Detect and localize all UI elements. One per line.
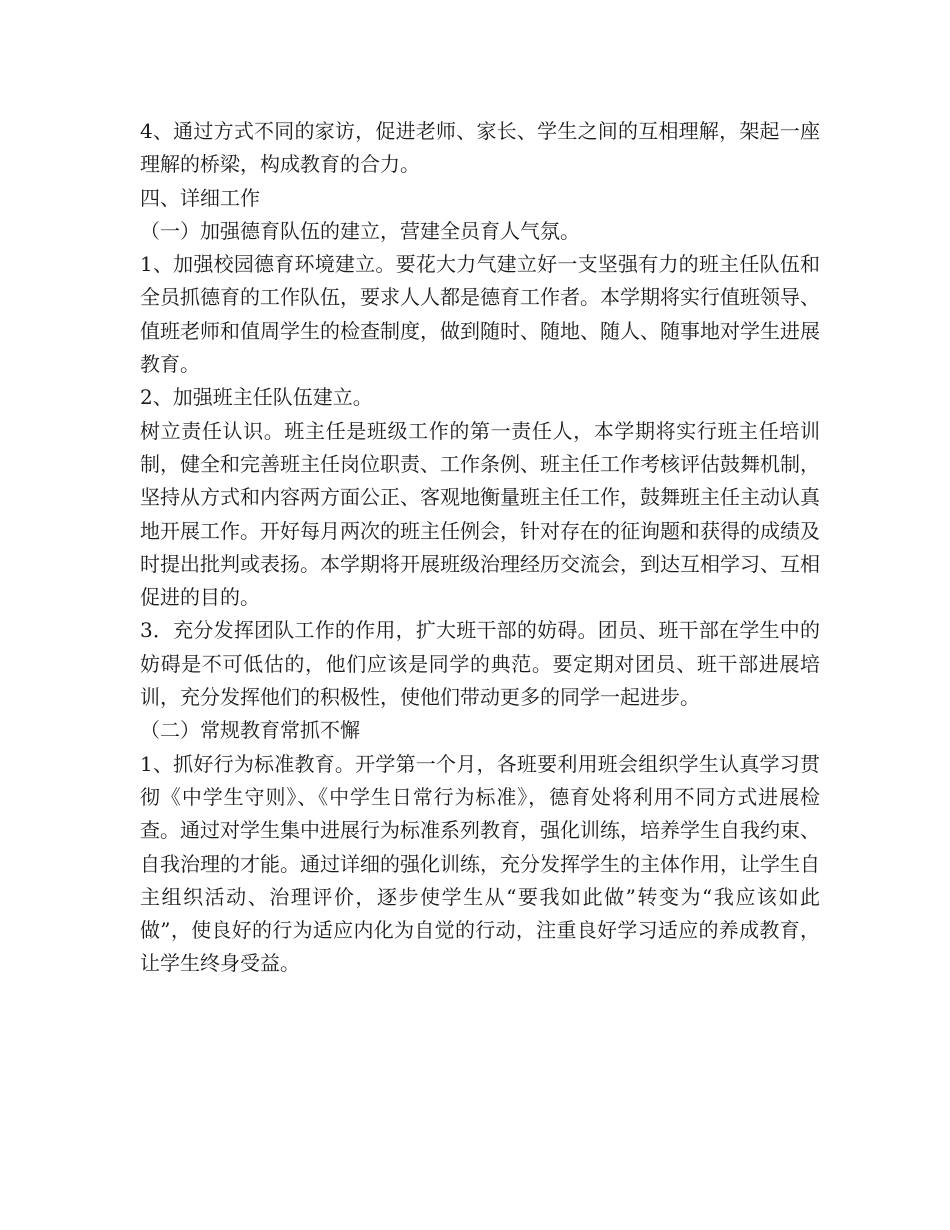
paragraph-campus-moral-environment: 1、加强校园德育环境建立。要花大力气建立好一支坚强有力的班主任队伍和全员抓德育的工作队伍，要求人人都是德育工作者。本学期将实行值班领导、值班老师和值周学生的检查制度，做到随时、随地、随人、随事地对学生进展教育。 [140,252,820,377]
section-heading-detailed-work: 四、详细工作 [140,185,260,210]
subsection-heading-routine-education: （二）常规教育常抓不懈 [140,718,360,743]
paragraph-behavior-standard-education: 1、抓好行为标准教育。开学第一个月，各班要利用班会组织学生认真学习贯彻《中学生守则》、《中学生日常行为标准》，德育处将利用不同方式进展检查。通过对学生集中进展行为标准系列教育，强化训练，培养学生自我约束、自我治理的才能。通过详细的强化训练，充分发挥学生的主体作用，让学生自主组织活动、治理评价，逐步使学生从“要我如此做”转变为“我应该如此做”，使良好的行为适应内化为自觉的行动，注重良好学习适应的养成教育，让学生终身受益。 [140,751,820,976]
subsection-heading-moral-team: （一）加强德育队伍的建立，营建全员育人气氛。 [140,218,580,243]
document-body [140,115,820,981]
paragraph-responsibility-awareness: 树立责任认识。班主任是班级工作的第一责任人，本学期将实行班主任培训制，健全和完善班主任岗位职责、工作条例、班主任工作考核评估鼓舞机制，坚持从方式和内容两方面公正、客观地衡量班主任工作，鼓舞班主任主动认真地开展工作。开好每月两次的班主任例会，针对存在的征询题和获得的成绩及时提出批判或表扬。本学期将开展班级治理经历交流会，到达互相学习、互相促进的目的。 [140,418,820,610]
paragraph-head-teacher-team-title: 2、加强班主任队伍建立。 [140,385,373,410]
paragraph-team-work-role: 3．充分发挥团队工作的作用，扩大班干部的妨碍。团员、班干部在学生中的妨碍是不可低估的，他们应该是同学的典范。要定期对团员、班干部进展培训，充分发挥他们的积极性，使他们带动更多的同学一起进步。 [140,618,820,710]
paragraph-home-visit: 4、通过方式不同的家访，促进老师、家长、学生之间的互相理解，架起一座理解的桥梁，构成教育的合力。 [140,119,820,177]
